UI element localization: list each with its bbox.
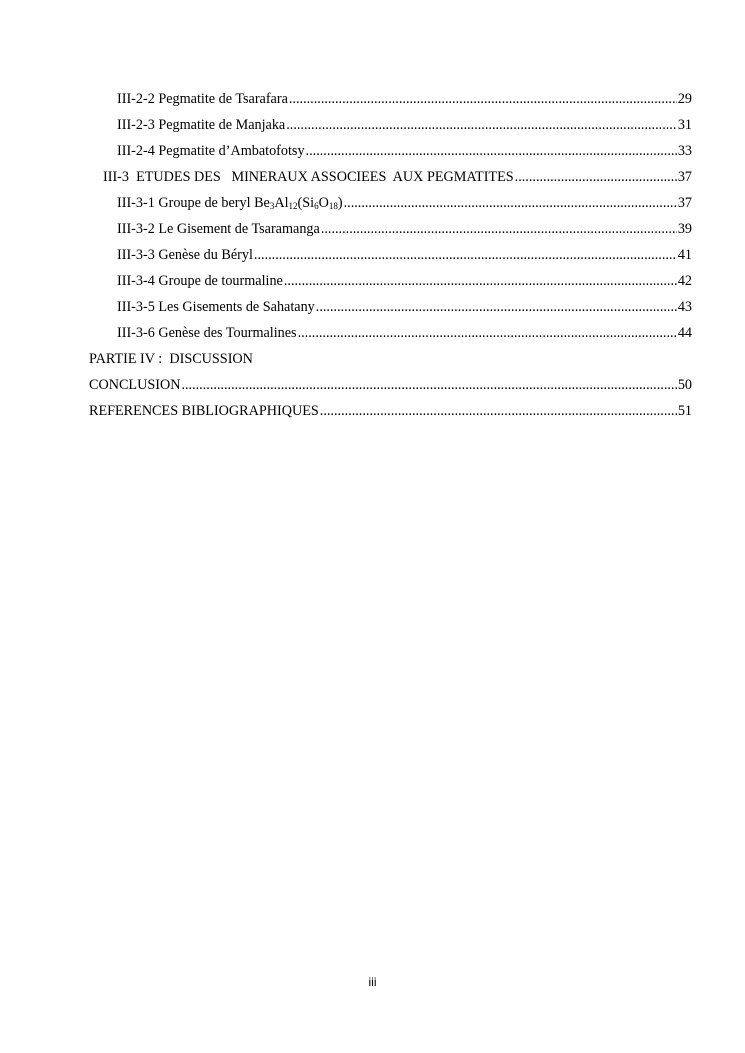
toc-entry-page: 44	[677, 325, 692, 341]
toc-entry-label	[117, 190, 343, 216]
dot-leader	[254, 242, 677, 268]
formula-subscript: 3	[269, 201, 275, 211]
toc-entry-label: REFERENCES BIBLIOGRAPHIQUES	[89, 403, 319, 419]
toc-entry	[89, 86, 692, 112]
toc-entry	[89, 372, 692, 398]
toc-entry	[89, 112, 692, 138]
dot-leader	[320, 398, 677, 424]
toc-entry-page: 50	[677, 377, 692, 393]
formula-text: Al	[274, 195, 289, 211]
formula-text: III-3-1 Groupe de beryl Be	[117, 195, 270, 211]
toc-entry-page: 31	[677, 117, 692, 133]
toc-entry-label: III-2-3 Pegmatite de Manjaka	[117, 117, 286, 133]
toc-entry-label: III-3-6 Genèse des Tourmalines	[117, 325, 297, 341]
formula-text: )	[337, 195, 343, 211]
toc-entry	[89, 320, 692, 346]
toc-entry-label: III-3-2 Le Gisement de Tsaramanga	[117, 221, 320, 237]
toc-entry-label: III-3-4 Groupe de tourmaline	[117, 273, 283, 289]
toc-entry	[89, 216, 692, 242]
toc-entry-label: III-2-2 Pegmatite de Tsarafara	[117, 91, 288, 107]
toc-entry-page: 42	[677, 273, 692, 289]
dot-leader	[286, 112, 677, 138]
toc-entry-page: 33	[677, 143, 692, 159]
formula-text: (Si	[297, 195, 315, 211]
toc-entry	[89, 164, 692, 190]
toc-entry	[89, 138, 692, 164]
toc-entry-page: 39	[677, 221, 692, 237]
formula-subscript: 6	[314, 201, 319, 211]
toc-entry-label: III-3-3 Genèse du Béryl	[117, 247, 253, 263]
dot-leader	[284, 268, 677, 294]
toc-entry-page: 37	[677, 169, 692, 185]
table-of-contents	[89, 86, 692, 424]
toc-entry-page: 37	[677, 195, 692, 211]
dot-leader	[181, 372, 676, 398]
dot-leader	[289, 86, 677, 112]
toc-entry-label: CONCLUSION	[89, 377, 181, 393]
toc-entry	[89, 294, 692, 320]
dot-leader	[316, 294, 677, 320]
formula-text: O	[318, 195, 329, 211]
toc-entry-page: 29	[677, 91, 692, 107]
dot-leader	[298, 320, 677, 346]
toc-entry-page: 41	[677, 247, 692, 263]
dot-leader	[306, 138, 677, 164]
toc-entry-page: 51	[677, 403, 692, 419]
toc-entry-label: PARTIE IV : DISCUSSION	[89, 351, 253, 367]
formula-subscript: 18	[328, 201, 338, 211]
toc-entry-label: III-2-4 Pegmatite d’Ambatofotsy	[117, 143, 305, 159]
toc-entry	[89, 242, 692, 268]
page-number: iii	[368, 975, 377, 989]
toc-entry-label: III-3 ETUDES DES MINERAUX ASSOCIEES AUX PEGMATITES	[103, 169, 514, 185]
formula-subscript: 12	[288, 201, 298, 211]
toc-entry	[89, 190, 692, 216]
toc-entry	[89, 268, 692, 294]
dot-leader	[515, 164, 677, 190]
toc-entry-page: 43	[677, 299, 692, 315]
toc-entry-label: III-3-5 Les Gisements de Sahatany	[117, 299, 315, 315]
dot-leader	[344, 190, 677, 216]
toc-entry	[89, 398, 692, 424]
toc-section-heading	[89, 346, 692, 372]
dot-leader	[321, 216, 677, 242]
